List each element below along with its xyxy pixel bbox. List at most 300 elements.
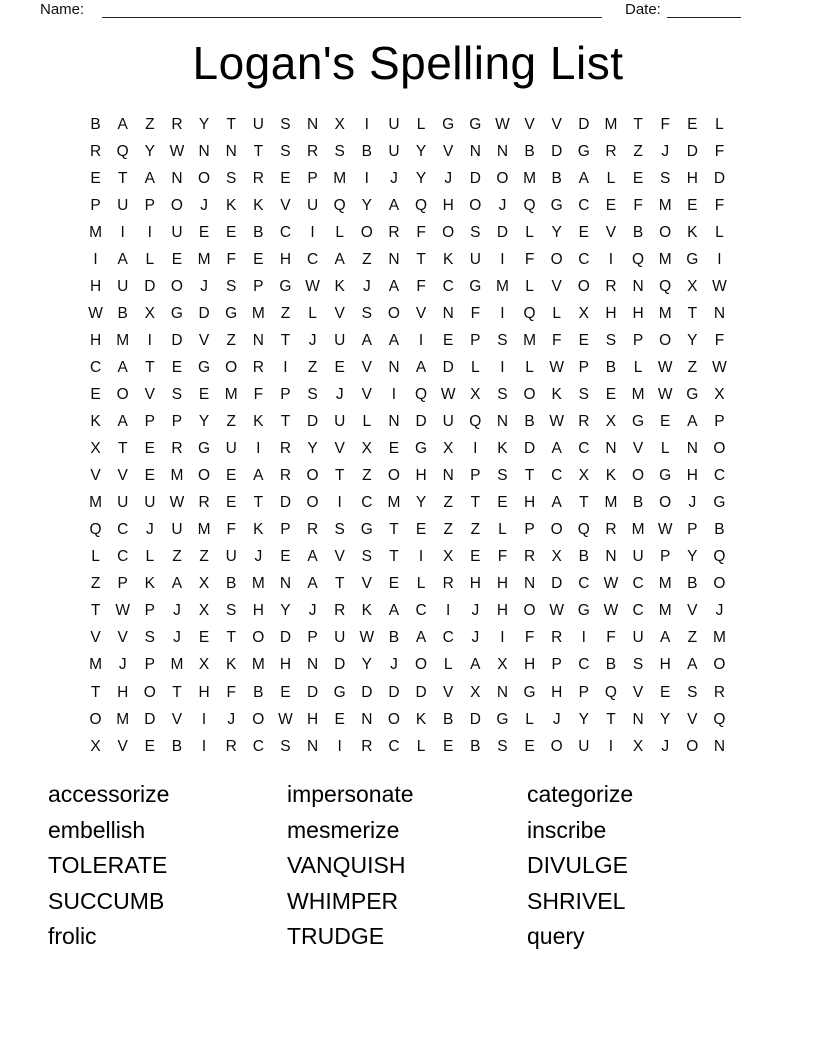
grid-letter: X [632, 737, 644, 755]
grid-letter: I [147, 223, 152, 241]
grid-letter: I [283, 358, 288, 376]
grid-letter: S [361, 548, 372, 566]
grid-letter: W [657, 358, 673, 376]
grid-letter: V [415, 304, 427, 322]
grid-letter: O [387, 304, 400, 322]
grid-letter: D [713, 169, 726, 187]
grid-letter: U [117, 277, 129, 295]
grid-letter: Q [604, 683, 617, 701]
grid-letter: F [551, 331, 562, 349]
grid-letter: C [578, 250, 590, 268]
grid-letter: E [280, 169, 291, 187]
grid-letter: R [551, 629, 563, 647]
grid-letter: I [201, 737, 207, 755]
grid-letter: C [279, 223, 292, 241]
grid-letter: S [605, 331, 617, 349]
grid-letter: V [117, 737, 128, 755]
grid-letter: M [116, 710, 130, 728]
grid-letter: E [280, 683, 291, 701]
grid-letter: P [578, 683, 589, 701]
grid-letter: N [632, 277, 644, 295]
grid-letter: M [251, 575, 265, 593]
grid-letter: D [551, 575, 563, 593]
grid-letter: T [334, 575, 345, 593]
grid-letter: O [577, 277, 590, 295]
grid-letter: C [578, 196, 590, 214]
grid-letter: O [713, 656, 726, 674]
grid-letter: M [658, 304, 672, 322]
grid-letter: J [145, 521, 154, 539]
grid-letter: V [443, 142, 454, 160]
grid-letter: P [280, 521, 291, 539]
grid-letter: R [605, 277, 617, 295]
grid-letter: W [88, 304, 103, 322]
grid-letter: T [280, 331, 291, 349]
grid-letter: R [252, 169, 264, 187]
grid-letter: Z [145, 115, 155, 133]
grid-letter: D [415, 683, 427, 701]
grid-letter: E [90, 169, 101, 187]
grid-letter: H [306, 710, 319, 728]
grid-letter: I [581, 629, 586, 647]
grid-letter: L [416, 737, 426, 755]
grid-letter: D [361, 683, 373, 701]
grid-letter: N [361, 710, 373, 728]
grid-letter: P [687, 521, 698, 539]
grid-letter: K [605, 467, 617, 485]
grid-letter: H [496, 602, 509, 620]
grid-letter: O [550, 250, 563, 268]
grid-letter: W [549, 358, 564, 376]
word-list-column [287, 777, 414, 955]
grid-letter: J [308, 331, 317, 349]
grid-letter: M [170, 656, 184, 674]
grid-letter: Y [415, 169, 427, 187]
grid-letter: E [660, 413, 671, 431]
grid-letter: D [144, 710, 156, 728]
grid-letter: H [686, 467, 698, 485]
grid-letter: A [117, 115, 128, 133]
grid-letter: R [306, 142, 319, 160]
grid-letter: G [659, 467, 672, 485]
grid-letter: W [549, 413, 564, 431]
grid-letter: U [334, 331, 346, 349]
grid-letter: S [280, 142, 291, 160]
grid-letter: M [523, 331, 537, 349]
grid-letter: C [415, 602, 427, 620]
grid-letter: V [632, 440, 644, 458]
grid-letter: K [226, 656, 237, 674]
grid-letter: S [226, 602, 237, 620]
grid-letter: J [362, 277, 371, 295]
grid-letter: T [633, 115, 643, 133]
grid-letter: H [279, 250, 292, 268]
grid-letter: R [225, 737, 237, 755]
grid-letter: E [171, 250, 183, 268]
word-list-item: categorize [527, 781, 634, 807]
grid-letter: O [469, 196, 482, 214]
grid-letter: A [578, 169, 589, 187]
grid-letter: H [686, 169, 698, 187]
grid-letter: U [632, 629, 644, 647]
grid-letter: G [577, 602, 590, 620]
grid-letter: U [578, 737, 590, 755]
grid-letter: P [307, 629, 318, 647]
grid-letter: N [496, 683, 509, 701]
grid-letter: J [227, 710, 236, 728]
grid-letter: G [577, 142, 590, 160]
date-blank-line[interactable] [667, 0, 741, 18]
grid-letter: L [660, 440, 670, 458]
grid-letter: B [361, 142, 372, 160]
grid-letter: P [144, 196, 155, 214]
grid-letter: E [388, 440, 400, 458]
grid-letter: I [500, 629, 505, 647]
grid-letter: O [659, 223, 672, 241]
grid-letter: M [631, 521, 645, 539]
grid-letter: A [307, 548, 318, 566]
grid-letter: E [388, 575, 400, 593]
grid-letter: V [90, 467, 101, 485]
grid-letter: S [497, 385, 508, 403]
grid-letter: A [117, 413, 128, 431]
grid-letter: A [470, 656, 481, 674]
grid-letter: G [442, 115, 455, 133]
grid-letter: Q [632, 250, 645, 268]
grid-letter: J [390, 169, 398, 187]
grid-letter: F [633, 196, 643, 214]
grid-letter: I [446, 602, 451, 620]
grid-letter: O [713, 440, 726, 458]
grid-letter: T [389, 548, 399, 566]
grid-letter: U [171, 223, 183, 241]
grid-letter: G [469, 277, 482, 295]
grid-letter: E [605, 385, 617, 403]
grid-letter: V [280, 196, 291, 214]
grid-letter: C [388, 737, 400, 755]
grid-letter: U [388, 142, 400, 160]
grid-letter: D [388, 683, 400, 701]
grid-letter: R [171, 115, 183, 133]
grid-letter: C [578, 440, 590, 458]
page-title: Logan's Spelling List [192, 37, 624, 89]
grid-letter: N [198, 142, 210, 160]
grid-letter: R [252, 358, 264, 376]
grid-letter: D [334, 656, 346, 674]
word-list-item: impersonate [287, 781, 414, 807]
grid-letter: W [115, 602, 130, 620]
word-list-item: mesmerize [287, 816, 400, 843]
grid-letter: E [144, 440, 155, 458]
grid-letter: B [171, 737, 183, 755]
grid-letter: U [144, 494, 156, 512]
grid-letter: P [253, 277, 264, 295]
grid-letter: E [578, 223, 589, 241]
word-search-grid [82, 111, 733, 760]
grid-letter: L [606, 169, 616, 187]
grid-letter: R [89, 142, 102, 160]
grid-letter: I [391, 385, 397, 403]
grid-letter: V [144, 385, 155, 403]
grid-letter: R [334, 602, 346, 620]
grid-letter: S [334, 521, 345, 539]
grid-letter: J [118, 656, 127, 674]
grid-letter: T [117, 169, 128, 187]
grid-letter: O [523, 385, 536, 403]
grid-letter: D [496, 223, 509, 241]
grid-letter: P [714, 413, 725, 431]
grid-letter: I [256, 440, 261, 458]
grid-letter: X [578, 304, 589, 322]
grid-letter: E [334, 358, 345, 376]
grid-letter: S [632, 656, 644, 674]
grid-letter: J [173, 602, 181, 620]
grid-letter: Q [116, 142, 129, 160]
grid-letter: T [470, 494, 481, 512]
grid-letter: N [388, 413, 400, 431]
grid-letter: O [659, 494, 672, 512]
grid-letter: B [687, 575, 698, 593]
grid-letter: D [198, 304, 210, 322]
grid-letter: I [310, 223, 315, 241]
grid-letter: N [252, 331, 264, 349]
grid-letter: I [608, 737, 614, 755]
grid-letter: E [443, 737, 454, 755]
grid-letter: H [198, 683, 210, 701]
grid-letter: S [334, 142, 345, 160]
grid-letter: H [442, 196, 454, 214]
word-list-item: query [527, 923, 585, 950]
grid-letter: H [523, 494, 536, 512]
grid-letter: A [388, 331, 400, 349]
grid-letter: J [200, 277, 208, 295]
grid-letter: M [523, 169, 537, 187]
grid-letter: D [171, 331, 183, 349]
grid-letter: C [252, 737, 264, 755]
grid-letter: O [659, 331, 672, 349]
grid-letter: F [497, 548, 508, 566]
grid-letter: R [605, 521, 617, 539]
grid-letter: W [712, 358, 727, 376]
grid-letter: G [496, 710, 509, 728]
grid-letter: I [93, 250, 98, 268]
grid-letter: U [442, 413, 454, 431]
grid-letter: P [660, 548, 671, 566]
grid-letter: A [687, 656, 698, 674]
grid-letter: R [578, 413, 590, 431]
word-list-item: embellish [48, 816, 146, 843]
grid-letter: Q [415, 196, 428, 214]
grid-letter: C [442, 629, 454, 647]
grid-letter: S [361, 304, 372, 322]
grid-letter: J [254, 548, 263, 566]
grid-letter: K [361, 602, 372, 620]
grid-letter: N [713, 304, 726, 322]
grid-letter: O [225, 358, 238, 376]
grid-letter: N [306, 737, 319, 755]
grid-letter: P [307, 169, 318, 187]
grid-letter: O [198, 169, 211, 187]
grid-letter: R [605, 142, 617, 160]
grid-letter: R [713, 683, 726, 701]
grid-letter: F [470, 304, 481, 322]
grid-letter: E [660, 683, 671, 701]
grid-letter: O [116, 385, 129, 403]
grid-letter: N [388, 358, 400, 376]
grid-letter: A [171, 575, 183, 593]
grid-letter: C [632, 602, 644, 620]
grid-letter: U [334, 629, 346, 647]
grid-letter: I [418, 331, 424, 349]
grid-letter: R [523, 548, 536, 566]
grid-letter: M [251, 656, 265, 674]
grid-letter: L [525, 277, 534, 295]
grid-letter: I [337, 737, 342, 755]
grid-letter: J [661, 142, 670, 160]
grid-letter: C [551, 467, 563, 485]
grid-letter: M [495, 277, 509, 295]
grid-letter: N [279, 575, 292, 593]
name-blank-line[interactable] [102, 0, 602, 18]
grid-letter: H [605, 304, 617, 322]
grid-letter: C [89, 358, 102, 376]
grid-letter: G [686, 385, 699, 403]
grid-letter: X [578, 467, 589, 485]
grid-letter: C [306, 250, 319, 268]
grid-letter: B [524, 413, 535, 431]
grid-letter: X [198, 656, 210, 674]
grid-letter: N [306, 656, 319, 674]
grid-letter: R [279, 440, 292, 458]
grid-letter: T [226, 115, 236, 133]
grid-letter: B [253, 223, 264, 241]
grid-letter: T [226, 629, 236, 647]
grid-letter: E [144, 467, 155, 485]
grid-letter: Y [660, 710, 671, 728]
grid-letter: T [145, 358, 155, 376]
grid-letter: E [497, 494, 508, 512]
grid-letter: N [686, 440, 698, 458]
grid-letter: L [471, 358, 480, 376]
grid-letter: C [713, 467, 726, 485]
grid-letter: G [523, 683, 536, 701]
grid-letter: O [143, 683, 156, 701]
grid-letter: C [578, 656, 590, 674]
grid-letter: X [443, 548, 454, 566]
grid-letter: V [361, 385, 372, 403]
grid-letter: D [144, 277, 156, 295]
word-list-item: SUCCUMB [48, 887, 165, 914]
grid-letter: V [334, 440, 345, 458]
grid-letter: G [469, 115, 482, 133]
grid-letter: Y [687, 548, 698, 566]
grid-letter: O [496, 169, 509, 187]
grid-letter: S [144, 629, 155, 647]
grid-letter: F [714, 331, 725, 349]
grid-letter: Z [280, 304, 291, 322]
grid-letter: V [605, 223, 617, 241]
grid-letter: L [91, 548, 100, 566]
grid-letter: E [605, 196, 617, 214]
grid-letter: G [333, 683, 346, 701]
grid-letter: A [551, 440, 562, 458]
grid-letter: H [117, 683, 129, 701]
grid-letter: U [117, 494, 129, 512]
grid-letter: X [470, 683, 481, 701]
grid-letter: O [442, 223, 455, 241]
grid-letter: G [686, 250, 699, 268]
grid-letter: J [471, 629, 480, 647]
grid-letter: R [279, 467, 292, 485]
grid-letter: I [120, 223, 125, 241]
grid-letter: O [252, 629, 265, 647]
grid-letter: V [443, 683, 454, 701]
grid-letter: S [226, 277, 237, 295]
grid-letter: O [713, 575, 726, 593]
grid-letter: I [500, 304, 505, 322]
grid-letter: W [603, 575, 619, 593]
grid-letter: K [415, 710, 427, 728]
grid-letter: G [279, 277, 292, 295]
grid-letter: P [280, 385, 291, 403]
grid-letter: I [717, 250, 722, 268]
grid-letter: V [117, 629, 128, 647]
grid-letter: V [90, 629, 101, 647]
grid-letter: U [632, 548, 644, 566]
grid-letter: X [90, 440, 101, 458]
grid-letter: M [89, 656, 103, 674]
word-list-item: TOLERATE [48, 852, 168, 879]
word-list-item: WHIMPER [287, 887, 399, 914]
grid-letter: L [416, 115, 426, 133]
grid-letter: A [144, 169, 155, 187]
grid-letter: F [606, 629, 616, 647]
grid-letter: U [469, 250, 481, 268]
grid-letter: V [687, 710, 698, 728]
grid-letter: T [117, 440, 128, 458]
grid-letter: I [364, 115, 369, 133]
grid-letter: Z [199, 548, 209, 566]
grid-letter: K [253, 413, 264, 431]
grid-letter: P [144, 656, 155, 674]
grid-letter: P [171, 413, 183, 431]
grid-letter: F [524, 629, 535, 647]
grid-letter: I [500, 358, 505, 376]
grid-letter: X [605, 413, 617, 431]
grid-letter: I [500, 250, 505, 268]
grid-letter: O [360, 223, 373, 241]
grid-letter: Z [443, 494, 453, 512]
grid-letter: E [198, 629, 210, 647]
grid-letter: O [550, 521, 563, 539]
grid-letter: A [361, 331, 372, 349]
grid-letter: I [147, 331, 152, 349]
grid-letter: N [605, 548, 617, 566]
grid-letter: K [144, 575, 155, 593]
grid-letter: E [226, 494, 237, 512]
grid-letter: W [657, 385, 673, 403]
grid-letter: N [442, 467, 454, 485]
grid-letter: I [418, 548, 424, 566]
grid-letter: B [388, 629, 400, 647]
grid-letter: A [388, 196, 400, 214]
grid-letter: B [578, 548, 589, 566]
grid-letter: G [632, 413, 645, 431]
grid-letter: B [443, 710, 454, 728]
grid-letter: P [90, 196, 101, 214]
grid-letter: V [361, 358, 372, 376]
name-date-row [0, 0, 816, 24]
